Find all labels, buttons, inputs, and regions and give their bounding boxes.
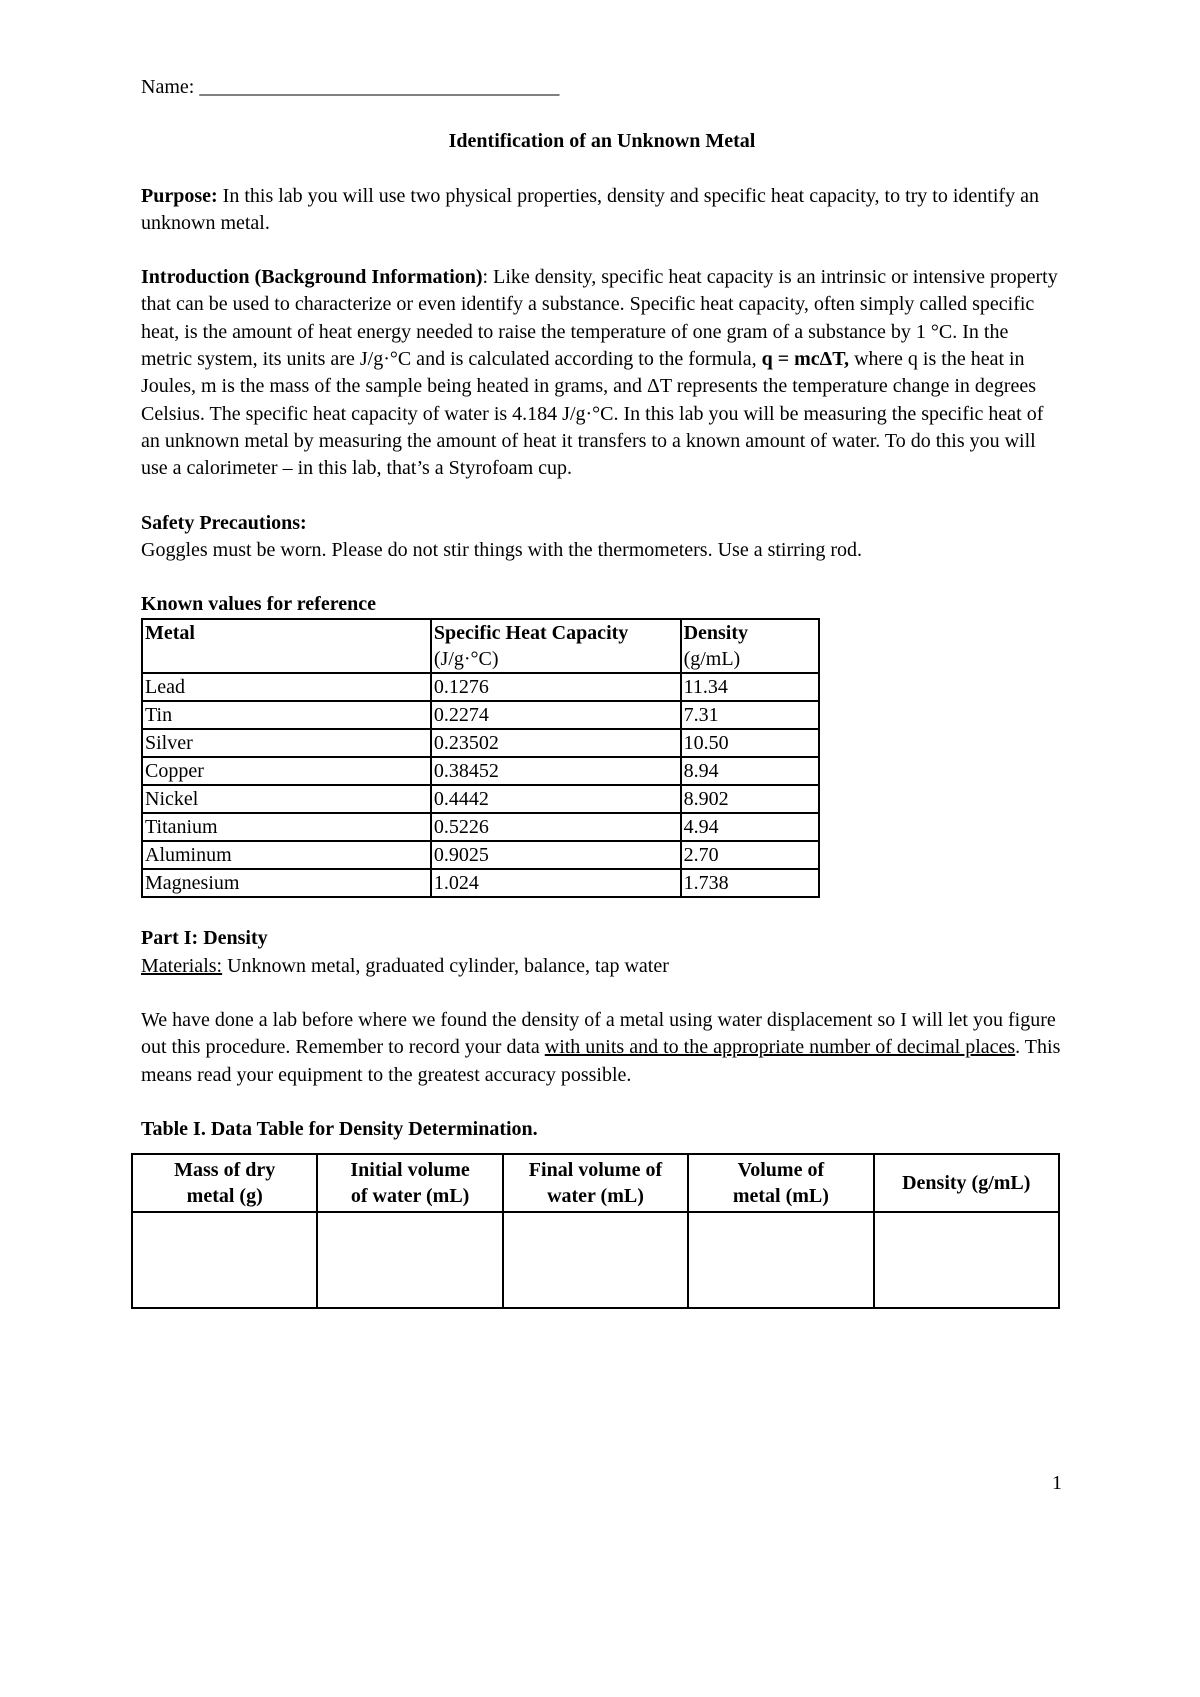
density-header-row: [132, 1154, 1059, 1212]
header-density-result: Density (g/mL): [874, 1154, 1059, 1212]
header-metal: Metal: [142, 619, 431, 673]
document-page: [141, 74, 1063, 1309]
metal-cell: Silver: [142, 729, 431, 757]
materials-line: [141, 953, 1063, 980]
name-blank: ____________________________________: [199, 76, 560, 98]
table-row: [142, 813, 819, 841]
density-cell: 4.94: [681, 813, 819, 841]
introduction-text-2: where q is the heat in Joules, m is the mass of the sample being heated in grams, and ΔT represents the temperature change in degrees Celsius. The specific heat capacity of water is 4.184 J/g·°C. In this lab you will be measuring the specific heat of an unknown metal by measuring the amount of heat it transfers to a known amount of water. To do this you will use a calorimeter – in this lab, that’s a Styrofoam cup.: [141, 348, 1044, 480]
metal-cell: Aluminum: [142, 841, 431, 869]
table-row: [142, 729, 819, 757]
entry-initial-volume-cell[interactable]: [317, 1212, 502, 1308]
procedure-paragraph: [141, 1007, 1063, 1089]
header-specific-heat-unit: (J/g·°C): [433, 648, 499, 671]
table-row: [142, 673, 819, 701]
table-row: [142, 757, 819, 785]
entry-mass-cell[interactable]: [132, 1212, 317, 1308]
known-values-caption: Known values for reference: [141, 593, 376, 616]
table-row: [142, 701, 819, 729]
density-cell: 8.902: [681, 785, 819, 813]
header-specific-heat: Specific Heat Capacity (J/g·°C): [431, 619, 681, 673]
metal-cell: Tin: [142, 701, 431, 729]
purpose-paragraph: [141, 183, 1063, 238]
density-entry-row: [132, 1212, 1059, 1308]
part1-heading: Part I: Density: [141, 927, 268, 950]
introduction-label: Introduction (Background Information): [141, 266, 483, 289]
introduction-text-1: : Like density, specific heat capacity is an intrinsic or intensive property that can be used to characterize or even identify a substance. Specific heat capacity, often simply called specific heat, is the amount of heat energy needed to raise the temperature of one gram of a substance by 1 °C. In the metric system, its units are J/g·°C and is calculated according to the formula,: [141, 266, 1058, 371]
known-values-header-row: [142, 619, 819, 673]
density-cell: 10.50: [681, 729, 819, 757]
metal-cell: Lead: [142, 673, 431, 701]
metal-cell: Nickel: [142, 785, 431, 813]
purpose-text: In this lab you will use two physical properties, density and specific heat capacity, to try to identify an unknown metal.: [141, 184, 1039, 234]
header-volume-of-metal: Volume of metal (mL): [688, 1154, 873, 1212]
heat-cell: 0.1276: [431, 673, 681, 701]
header-initial-volume: Initial volume of water (mL): [317, 1154, 502, 1212]
procedure-underline: with units and to the appropriate number of decimal places: [544, 1036, 1016, 1059]
formula: q = mcΔT,: [761, 348, 850, 371]
procedure-text-2: . This means read your equipment to the greatest accuracy possible.: [141, 1036, 1061, 1086]
header-mass-dry-metal: Mass of dry metal (g): [132, 1154, 317, 1212]
table1-caption: Table I. Data Table for Density Determination.: [141, 1117, 538, 1140]
document-title: Identification of an Unknown Metal: [448, 130, 756, 153]
heat-cell: 0.38452: [431, 757, 681, 785]
metal-cell: Titanium: [142, 813, 431, 841]
entry-volume-metal-cell[interactable]: [688, 1212, 873, 1308]
table-row: [142, 785, 819, 813]
safety-label: Safety Precautions:: [141, 511, 307, 534]
materials-text: Unknown metal, graduated cylinder, balance, tap water: [222, 954, 669, 977]
density-cell: 2.70: [681, 841, 819, 869]
purpose-label: Purpose:: [141, 184, 218, 207]
name-label: Name:: [141, 76, 195, 98]
header-density: Density (g/mL): [681, 619, 819, 673]
table-row: [142, 869, 819, 897]
heat-cell: 0.9025: [431, 841, 681, 869]
density-cell: 11.34: [681, 673, 819, 701]
density-cell: 7.31: [681, 701, 819, 729]
density-data-table: [131, 1153, 1060, 1309]
safety-text: Goggles must be worn. Please do not stir things with the thermometers. Use a stirring rod.: [141, 538, 863, 561]
page-number: 1: [1052, 1472, 1062, 1494]
heat-cell: 0.23502: [431, 729, 681, 757]
header-final-volume: Final volume of water (mL): [503, 1154, 688, 1212]
name-line: [141, 74, 1063, 101]
density-cell: 1.738: [681, 869, 819, 897]
entry-density-cell[interactable]: [874, 1212, 1059, 1308]
introduction-paragraph: [141, 264, 1063, 482]
procedure-text-1: We have done a lab before where we found the density of a metal using water displacement so I will let you figure out this procedure. Remember to record your data: [141, 1009, 1056, 1059]
heat-cell: 0.2274: [431, 701, 681, 729]
header-density-unit: (g/mL): [683, 648, 741, 671]
known-values-table: [141, 618, 820, 898]
heat-cell: 1.024: [431, 869, 681, 897]
metal-cell: Copper: [142, 757, 431, 785]
density-cell: 8.94: [681, 757, 819, 785]
materials-label: Materials:: [141, 954, 223, 977]
entry-final-volume-cell[interactable]: [503, 1212, 688, 1308]
heat-cell: 0.4442: [431, 785, 681, 813]
heat-cell: 0.5226: [431, 813, 681, 841]
metal-cell: Magnesium: [142, 869, 431, 897]
table-row: [142, 841, 819, 869]
